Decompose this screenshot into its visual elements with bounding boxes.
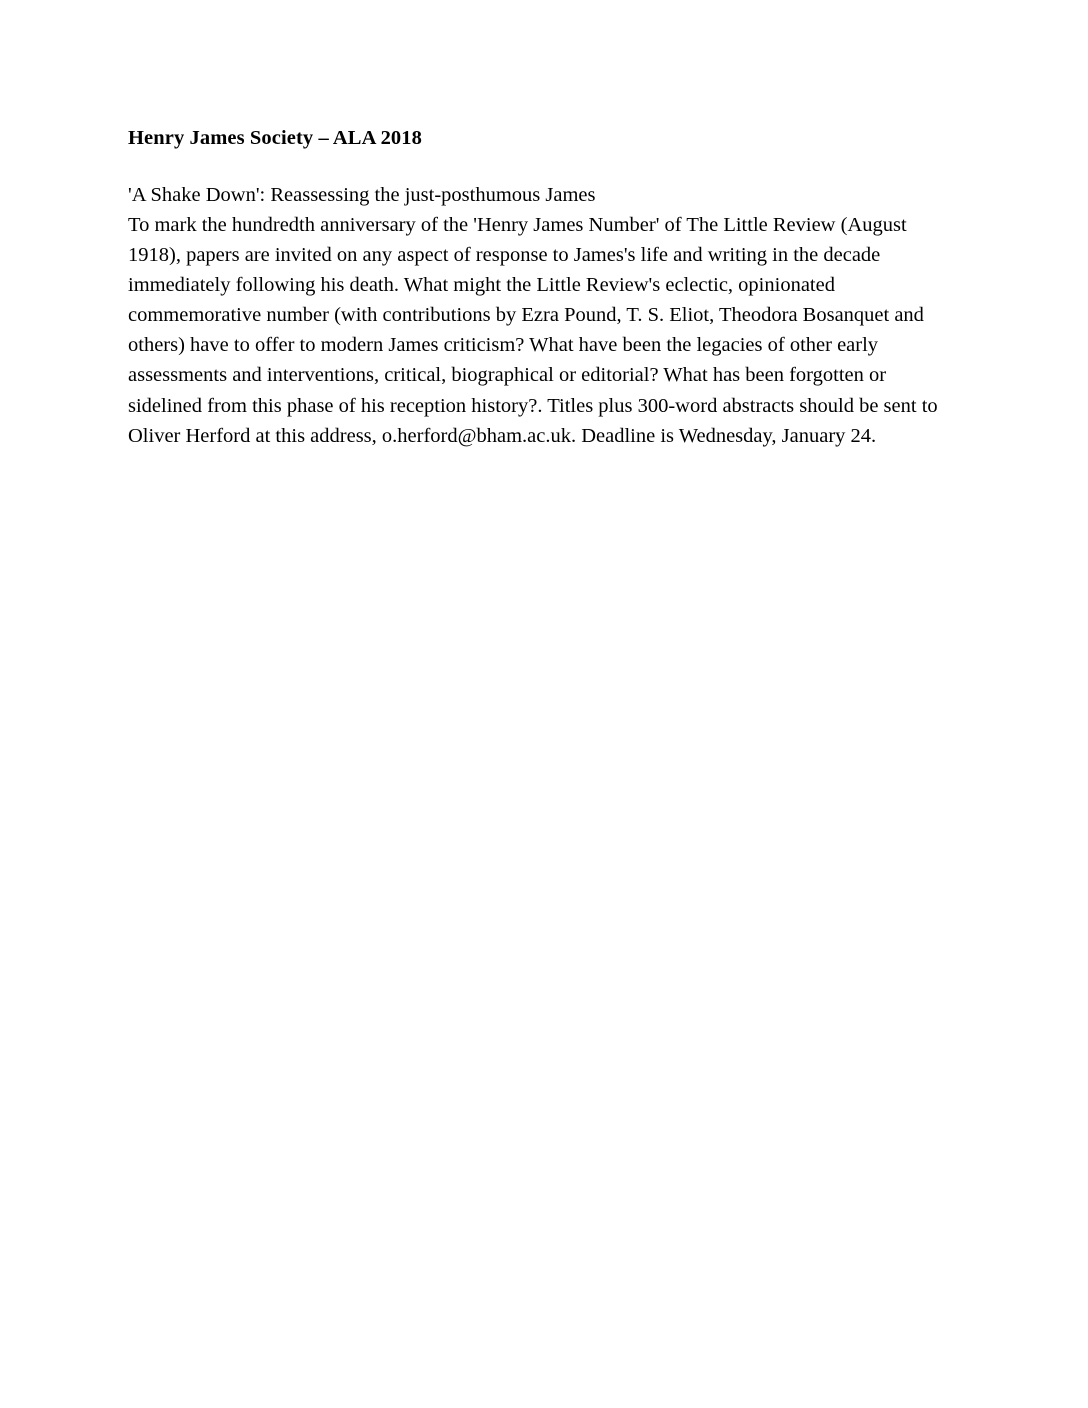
call-for-papers-body: To mark the hundredth anniversary of the 'Henry James Number' of The Little Review (August 1918), papers are invited on any aspect of response to James's life and writing in the decade immediately following his death. What might the Little Review's eclectic, opinionated commemorative number (with contributions by Ezra Pound, T. S. Eliot, Theodora Bosanquet and others) have to offer to modern James criticism? What have been the legacies of other early assessments and interventions, critical, biographical or editorial? What has been forgotten or sidelined from this phase of his reception history?. Titles plus 300-word abstracts should be sent to Oliver Herford at this address, o.herford@bham.ac.uk. Deadline is Wednesday, January 24. — [128, 213, 938, 447]
document-content — [128, 126, 964, 451]
call-for-papers-subtitle: 'A Shake Down': Reassessing the just-posthumous James — [128, 183, 596, 206]
page-title: Henry James Society – ALA 2018 — [128, 127, 422, 149]
title-spacer — [128, 152, 964, 180]
